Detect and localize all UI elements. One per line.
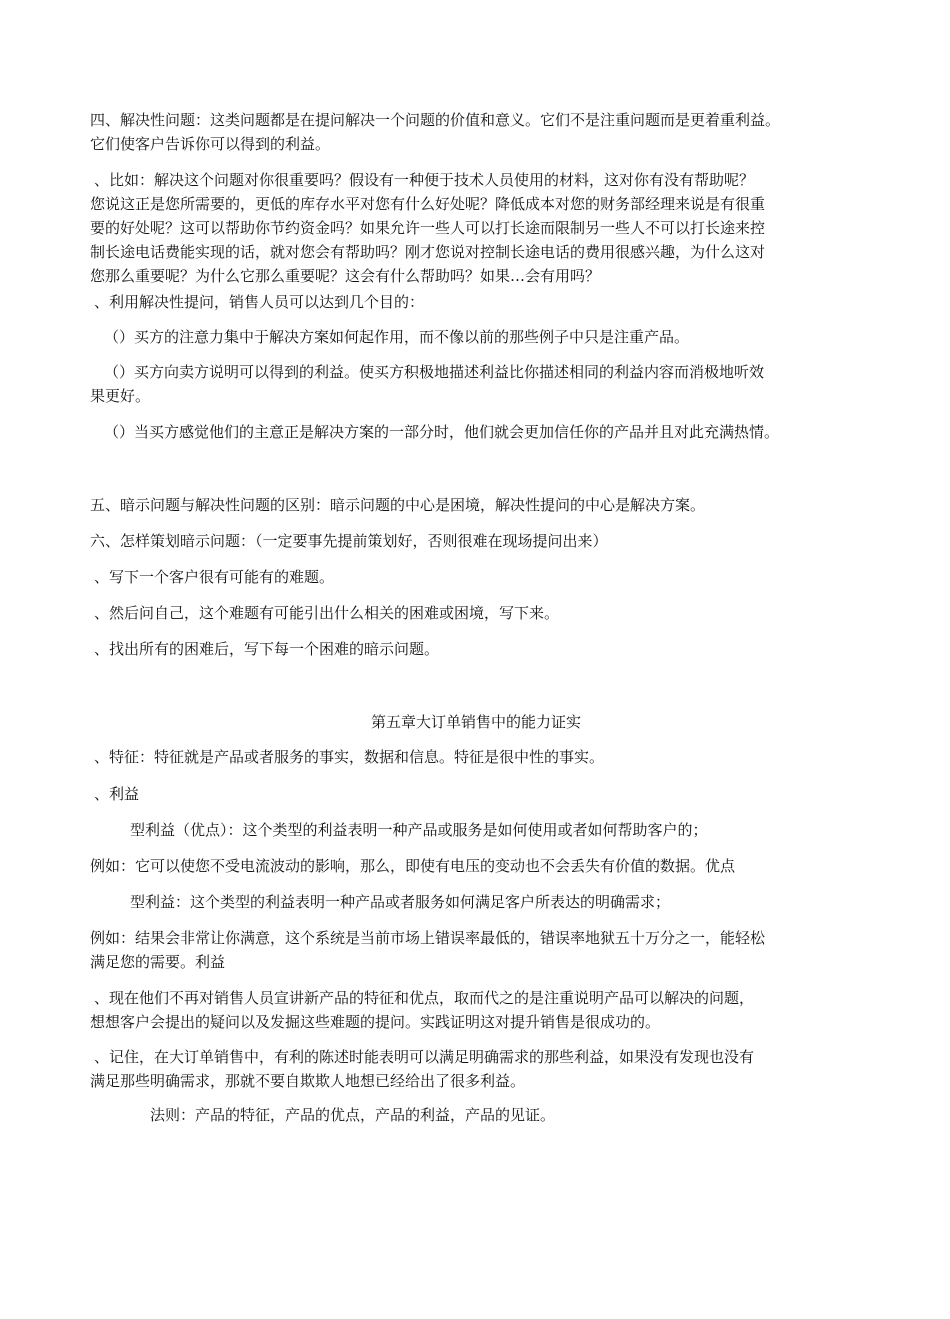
chapter5-type-a-example — [90, 854, 862, 878]
chapter5-benefit-heading — [90, 782, 862, 806]
purpose-intro-text: 、利用解决性提问，销售人员可以达到几个目的： — [94, 293, 425, 311]
chapter5-now-paragraph — [90, 986, 862, 1034]
chapter5-rule — [90, 1103, 862, 1127]
section4-example-paragraph — [90, 168, 862, 288]
chapter5-feature — [90, 745, 862, 769]
chapter5-type-b — [90, 890, 862, 914]
feature-text: 、特征：特征就是产品或者服务的事实，数据和信息。特征是很中性的事实。 — [94, 748, 605, 766]
section4-example-line: 要的好处呢？这可以帮助你节约资金吗？如果允许一些人可以打长途而限制另一些人不可以打长途来控 — [90, 219, 766, 237]
section4-heading — [90, 108, 862, 156]
remember-line2: 满足那些明确需求，那就不要自欺欺人地想已经给出了很多利益。 — [90, 1072, 526, 1090]
section4-heading-line2: 它们使客户告诉你可以得到的利益。 — [90, 135, 331, 153]
benefit-heading-text: 、利益 — [94, 785, 140, 803]
type-b-example-line2: 满足您的需要。利益 — [90, 953, 226, 971]
section5-paragraph — [90, 493, 862, 517]
purpose-2-line1: （）买方向卖方说明可以得到的利益。使买方积极地描述利益比你描述相同的利益内容而消极地听效 — [104, 363, 765, 381]
now-line2: 想想客户会提出的疑问以及发掘这些难题的提问。实践证明这对提升销售是很成功的。 — [90, 1013, 661, 1031]
type-a-example-text: 例如：它可以使您不受电流波动的影响，那么，即使有电压的变动也不会丢失有价值的数据。优点 — [90, 857, 736, 875]
chapter5-remember-paragraph — [90, 1045, 862, 1093]
section4-example-line: 您那么重要呢？为什么它那么重要呢？这会有什么帮助吗？如果…会有用吗？ — [90, 267, 601, 285]
chapter5-type-b-example — [90, 926, 862, 974]
section6-heading-text: 六、怎样策划暗示问题：（一定要事先提前策划好，否则很难在现场提问出来） — [90, 532, 608, 550]
now-line1: 、现在他们不再对销售人员宣讲新产品的特征和优点，取而代之的是注重说明产品可以解决的问题， — [94, 989, 755, 1007]
section4-purpose-1 — [90, 325, 862, 349]
chapter5-type-a — [90, 818, 862, 842]
step-1-text: 、写下一个客户很有可能有的难题。 — [94, 568, 335, 586]
step-3-text: 、找出所有的困难后，写下每一个困难的暗示问题。 — [94, 640, 440, 658]
step-2-text: 、然后问自己，这个难题有可能引出什么相关的困难或困境，写下来。 — [94, 604, 560, 622]
type-a-text: 型利益（优点）：这个类型的利益表明一种产品或服务是如何使用或者如何帮助客户的； — [130, 821, 708, 839]
type-b-example-line1: 例如：结果会非常让你满意，这个系统是当前市场上错误率最低的，错误率地狱五十万分之一，能轻松 — [90, 929, 766, 947]
section5-text: 五、暗示问题与解决性问题的区别：暗示问题的中心是困境，解决性提问的中心是解决方案。 — [90, 496, 706, 514]
remember-line1: 、记住，在大订单销售中，有利的陈述时能表明可以满足明确需求的那些利益，如果没有发现也没有 — [94, 1048, 755, 1066]
section4-heading-line1: 四、解决性问题：这类问题都是在提问解决一个问题的价值和意义。它们不是注重问题而是更着重利益。 — [90, 111, 781, 129]
section6-heading — [90, 529, 862, 553]
purpose-2-line2: 果更好。 — [90, 387, 151, 405]
section6-step-3 — [90, 637, 862, 661]
type-b-text: 型利益：这个类型的利益表明一种产品或者服务如何满足客户所表达的明确需求； — [130, 893, 671, 911]
section6-step-2 — [90, 601, 862, 625]
purpose-1-text: （）买方的注意力集中于解决方案如何起作用，而不像以前的那些例子中只是注重产品。 — [104, 328, 690, 346]
section4-purpose-2 — [90, 360, 862, 408]
section6-step-1 — [90, 565, 862, 589]
chapter5-title-text: 第五章大订单销售中的能力证实 — [370, 713, 581, 731]
section4-purpose-3 — [90, 420, 862, 444]
section4-example-line: 您说这正是您所需要的，更低的库存水平对您有什么好处呢？降低成本对您的财务部经理来说是有很重 — [90, 195, 766, 213]
section4-example-line: 制长途电话费能实现的话，就对您会有帮助吗？刚才您说对控制长途电话的费用很感兴趣，为什么这对 — [90, 243, 766, 261]
section4-example-line: 、比如：解决这个问题对你很重要吗？假设有一种便于技术人员使用的材料，这对你有没有帮助呢？ — [94, 171, 755, 189]
section4-purpose-intro — [90, 290, 862, 314]
purpose-3-text: （）当买方感觉他们的主意正是解决方案的一部分时，他们就会更加信任你的产品并且对此充满热情。 — [104, 423, 780, 441]
chapter5-title — [90, 710, 862, 734]
rule-text: 法则：产品的特征，产品的优点，产品的利益，产品的见证。 — [150, 1106, 556, 1124]
